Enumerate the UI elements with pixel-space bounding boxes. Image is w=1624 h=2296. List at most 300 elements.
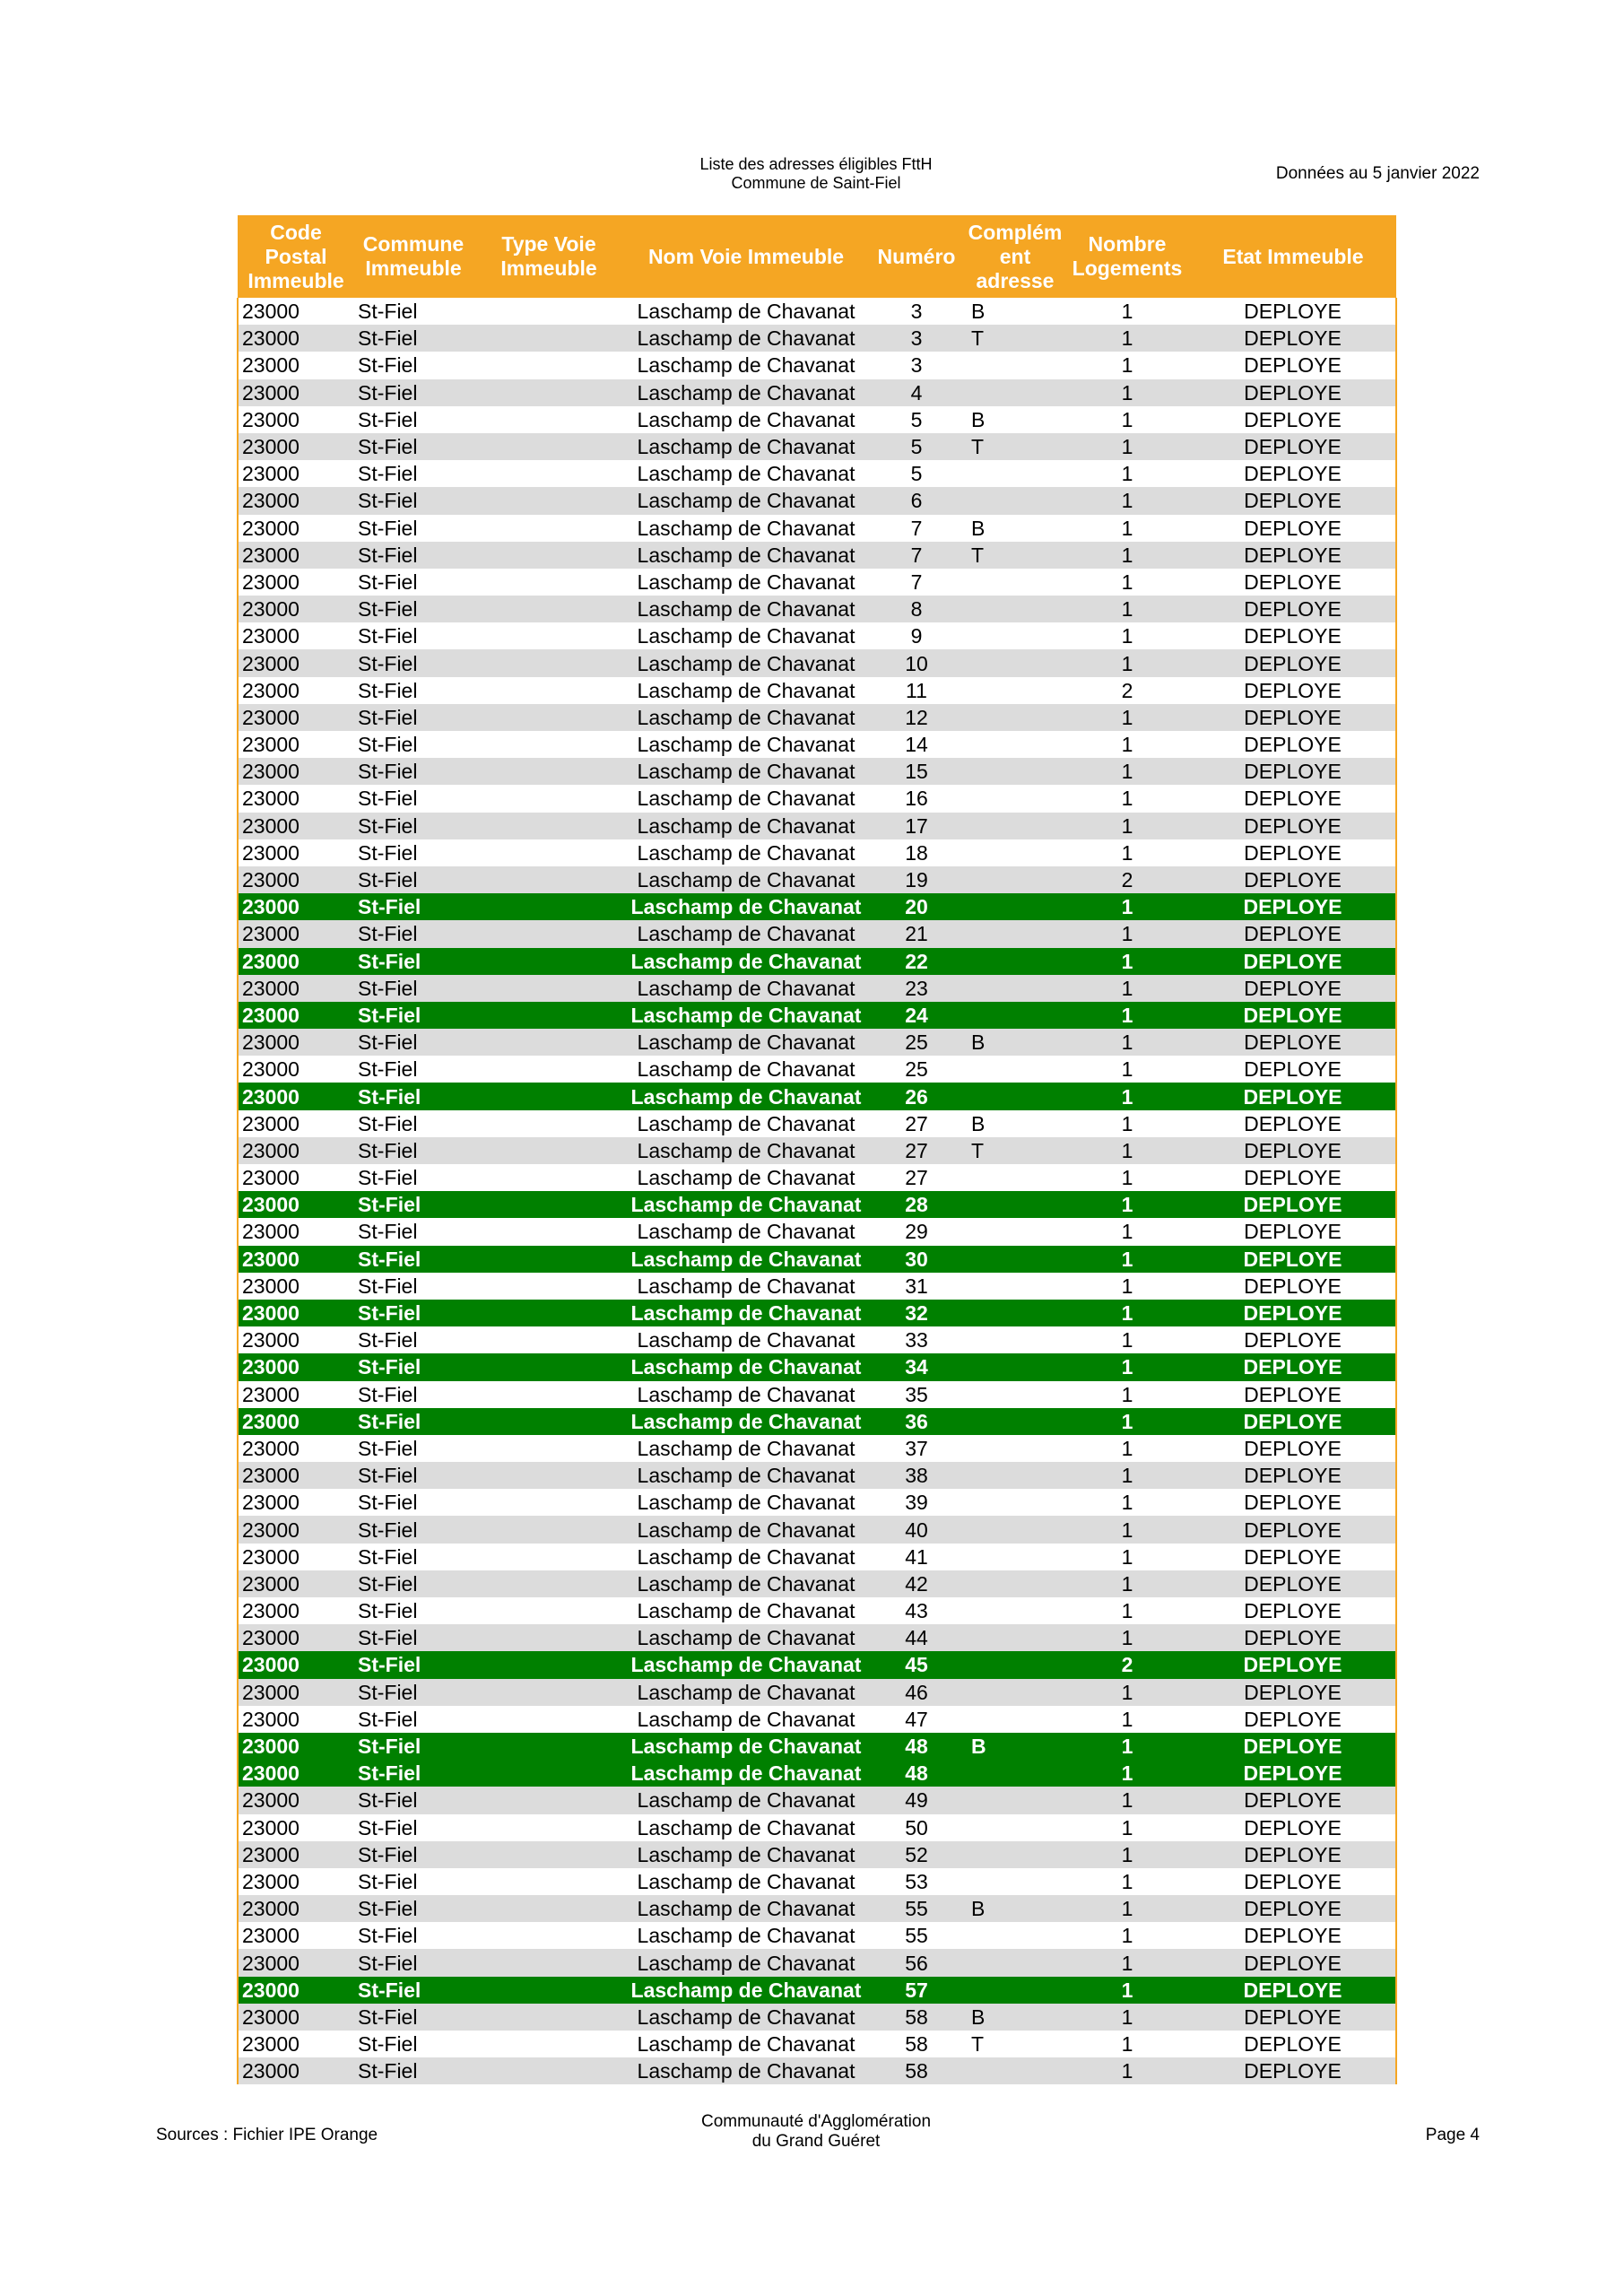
cell-nombre-logements: 2 [1064, 866, 1190, 893]
table-row [238, 1056, 1396, 1083]
cell-numero: 7 [910, 570, 923, 594]
cell-etat: DEPLOYE [1190, 487, 1396, 514]
cell-etat: DEPLOYE [1190, 2057, 1396, 2084]
cell-code-postal: 23000 [238, 1435, 354, 1462]
cell-numero: 24 [867, 1002, 966, 1029]
cell-nom-voie: Laschamp de Chavanat [625, 813, 867, 839]
cell-code-postal: 23000 [238, 460, 354, 487]
cell-nom-voie: Laschamp de Chavanat [637, 407, 855, 431]
cell-etat: DEPLOYE [1190, 1002, 1396, 1029]
cell-code-postal: 23000 [238, 2057, 354, 2084]
cell-type-voie [473, 1570, 625, 1597]
cell-type-voie [473, 1029, 625, 1056]
cell-complement [966, 758, 1064, 785]
cell-numero: 39 [905, 1491, 928, 1515]
cell-etat: DEPLOYE [1190, 2004, 1396, 2031]
cell-type-voie [473, 813, 625, 839]
cell-commune: St-Fiel [354, 1462, 473, 1489]
cell-type-voie [473, 920, 625, 947]
cell-nom-voie: Laschamp de Chavanat [625, 948, 867, 975]
cell-complement: B [966, 1733, 1064, 1760]
cell-commune: St-Fiel [354, 1760, 473, 1787]
cell-code-postal: 23000 [238, 758, 354, 785]
table-row [238, 893, 1396, 920]
cell-etat: DEPLOYE [1190, 1895, 1396, 1922]
cell-numero: 47 [905, 1707, 928, 1731]
cell-complement [966, 1326, 1064, 1353]
cell-complement [966, 1651, 1064, 1678]
cell-numero: 3 [867, 325, 966, 352]
cell-type-voie [473, 460, 625, 487]
table-row [238, 1462, 1396, 1489]
cell-nom-voie: Laschamp de Chavanat [625, 542, 867, 569]
cell-code-postal: 23000 [238, 298, 354, 325]
cell-complement [966, 975, 1064, 1002]
cell-nom-voie: Laschamp de Chavanat [637, 624, 855, 648]
cell-nom-voie: Laschamp de Chavanat [625, 1949, 867, 1976]
cell-commune: St-Fiel [354, 487, 473, 514]
cell-nombre-logements: 1 [1064, 920, 1190, 947]
cell-etat: DEPLOYE [1190, 569, 1396, 596]
cell-commune: St-Fiel [358, 1328, 418, 1352]
cell-nom-voie: Laschamp de Chavanat [625, 1516, 867, 1543]
table-row [238, 298, 1396, 325]
cell-code-postal: 23000 [238, 352, 354, 378]
cell-commune: St-Fiel [354, 1977, 473, 2004]
cell-type-voie [473, 1814, 625, 1841]
table-row [238, 1733, 1396, 1760]
table-row [238, 2031, 1396, 2057]
cell-nom-voie: Laschamp de Chavanat [625, 1841, 867, 1868]
cell-numero: 56 [867, 1949, 966, 1976]
cell-complement [966, 1300, 1064, 1326]
cell-nom-voie: Laschamp de Chavanat [637, 2032, 855, 2057]
cell-type-voie [473, 1760, 625, 1787]
cell-commune: St-Fiel [354, 1083, 473, 1109]
addresses-table [237, 215, 1397, 2084]
cell-complement [966, 1246, 1064, 1273]
cell-commune: St-Fiel [354, 704, 473, 731]
cell-code-postal: 23000 [238, 596, 354, 622]
cell-nom-voie: Laschamp de Chavanat [625, 1570, 867, 1597]
cell-etat: DEPLOYE [1190, 1408, 1396, 1435]
cell-complement [966, 1273, 1064, 1300]
cell-nombre-logements: 1 [1121, 1382, 1133, 1406]
table-row [238, 1841, 1396, 1868]
cell-nom-voie: Laschamp de Chavanat [637, 300, 855, 324]
cell-nombre-logements: 1 [1064, 1002, 1190, 1029]
cell-nombre-logements: 2 [1064, 1651, 1190, 1678]
cell-code-postal: 23000 [238, 1624, 354, 1651]
cell-etat: DEPLOYE [1190, 1164, 1396, 1191]
cell-code-postal: 23000 [238, 1733, 354, 1760]
cell-etat: DEPLOYE [1190, 379, 1396, 406]
cell-etat: DEPLOYE [1190, 920, 1396, 947]
cell-etat: DEPLOYE [1190, 1191, 1396, 1218]
cell-etat: DEPLOYE [1190, 325, 1396, 352]
cell-complement [966, 1706, 1064, 1733]
cell-numero: 44 [867, 1624, 966, 1651]
cell-nom-voie: Laschamp de Chavanat [625, 758, 867, 785]
cell-nom-voie: Laschamp de Chavanat [637, 1057, 855, 1082]
col-header-commune: Commune Immeuble [354, 215, 473, 298]
cell-code-postal: 23000 [238, 1246, 354, 1273]
table-row [238, 1353, 1396, 1380]
cell-nombre-logements: 1 [1064, 1977, 1190, 2004]
table-row [238, 460, 1396, 487]
cell-nombre-logements: 1 [1064, 1679, 1190, 1706]
cell-code-postal: 23000 [238, 1056, 354, 1083]
cell-etat: DEPLOYE [1190, 515, 1396, 542]
cell-numero: 10 [867, 649, 966, 676]
table-row [238, 515, 1396, 542]
cell-numero: 48 [867, 1760, 966, 1787]
table-row [238, 1895, 1396, 1922]
footer-organization-line2: du Grand Guéret [751, 2132, 881, 2151]
cell-commune: St-Fiel [354, 1679, 473, 1706]
cell-nombre-logements: 1 [1064, 596, 1190, 622]
table-row [238, 1760, 1396, 1787]
cell-numero: 35 [905, 1382, 928, 1406]
cell-commune: St-Fiel [358, 1436, 418, 1460]
cell-code-postal: 23000 [238, 1787, 354, 1813]
cell-type-voie [473, 1110, 625, 1137]
table-row [238, 1273, 1396, 1300]
cell-type-voie [473, 1733, 625, 1760]
cell-nom-voie: Laschamp de Chavanat [625, 1977, 867, 2004]
cell-type-voie [473, 893, 625, 920]
cell-type-voie [473, 1137, 625, 1164]
cell-numero: 38 [867, 1462, 966, 1489]
cell-nom-voie: Laschamp de Chavanat [625, 1787, 867, 1813]
cell-commune: St-Fiel [358, 1707, 418, 1731]
table-row [238, 1516, 1396, 1543]
footer-page-number: Page 4 [1425, 2126, 1480, 2144]
cell-nom-voie: Laschamp de Chavanat [637, 1815, 855, 1839]
cell-complement [966, 1056, 1064, 1083]
cell-type-voie [473, 1083, 625, 1109]
cell-numero: 18 [905, 840, 928, 865]
cell-nom-voie: Laschamp de Chavanat [625, 433, 867, 460]
cell-type-voie [473, 1679, 625, 1706]
cell-complement [966, 1787, 1064, 1813]
cell-code-postal: 23000 [238, 1110, 354, 1137]
document-title [628, 155, 1004, 193]
cell-code-postal: 23000 [238, 813, 354, 839]
cell-numero: 25 [905, 1057, 928, 1082]
cell-nom-voie: Laschamp de Chavanat [625, 1300, 867, 1326]
cell-etat: DEPLOYE [1190, 704, 1396, 731]
footer-organization [628, 2112, 1004, 2152]
cell-etat: DEPLOYE [1190, 1083, 1396, 1109]
cell-commune: St-Fiel [358, 570, 418, 594]
cell-complement [966, 622, 1064, 649]
cell-complement [966, 1083, 1064, 1109]
cell-nombre-logements: 1 [1064, 1191, 1190, 1218]
cell-commune: St-Fiel [354, 813, 473, 839]
cell-complement [966, 1516, 1064, 1543]
cell-nom-voie: Laschamp de Chavanat [625, 704, 867, 731]
cell-complement [966, 1570, 1064, 1597]
table-row [238, 1246, 1396, 1273]
cell-numero: 55 [905, 1924, 928, 1948]
cell-code-postal: 23000 [238, 731, 354, 758]
cell-numero: 15 [867, 758, 966, 785]
cell-etat: DEPLOYE [1190, 758, 1396, 785]
table-row [238, 1651, 1396, 1678]
cell-numero: 21 [867, 920, 966, 947]
cell-commune: St-Fiel [358, 1815, 418, 1839]
cell-nom-voie: Laschamp de Chavanat [637, 1924, 855, 1948]
cell-commune: St-Fiel [358, 733, 418, 757]
table-row [238, 785, 1396, 812]
cell-commune: St-Fiel [358, 678, 418, 702]
cell-complement [966, 1462, 1064, 1489]
col-header-type-voie: Type Voie Immeuble [473, 215, 625, 298]
cell-commune: St-Fiel [358, 1274, 418, 1298]
cell-code-postal: 23000 [238, 1191, 354, 1218]
cell-etat: DEPLOYE [1190, 1516, 1396, 1543]
cell-type-voie [473, 1218, 625, 1245]
cell-code-postal: 23000 [238, 1489, 354, 1516]
cell-nombre-logements: 1 [1064, 2057, 1190, 2084]
cell-type-voie [473, 2004, 625, 2031]
table-row [238, 1787, 1396, 1813]
cell-etat: DEPLOYE [1190, 1110, 1396, 1137]
cell-code-postal: 23000 [238, 1679, 354, 1706]
cell-code-postal: 23000 [238, 1706, 354, 1733]
cell-nombre-logements: 1 [1121, 353, 1133, 378]
cell-nom-voie: Laschamp de Chavanat [625, 1679, 867, 1706]
cell-code-postal: 23000 [238, 1570, 354, 1597]
cell-type-voie [473, 1624, 625, 1651]
table-row [238, 1597, 1396, 1624]
cell-nom-voie: Laschamp de Chavanat [625, 487, 867, 514]
cell-type-voie [473, 1489, 625, 1516]
col-header-etat: Etat Immeuble [1190, 215, 1396, 298]
cell-commune: St-Fiel [354, 1787, 473, 1813]
cell-code-postal: 23000 [238, 1544, 354, 1570]
col-header-complement: Complém ent adresse [966, 215, 1064, 298]
cell-commune: St-Fiel [354, 1895, 473, 1922]
cell-complement [966, 1544, 1064, 1570]
cell-commune: St-Fiel [354, 2057, 473, 2084]
cell-complement: B [971, 516, 986, 540]
data-date: Données au 5 janvier 2022 [1275, 164, 1480, 183]
cell-numero: 28 [867, 1191, 966, 1218]
cell-type-voie [473, 1841, 625, 1868]
cell-nombre-logements: 1 [1064, 1353, 1190, 1380]
cell-nombre-logements: 1 [1064, 1895, 1190, 1922]
cell-nombre-logements: 1 [1064, 1246, 1190, 1273]
cell-complement: B [966, 1029, 1064, 1056]
cell-nombre-logements: 1 [1064, 379, 1190, 406]
cell-nombre-logements: 1 [1121, 1057, 1133, 1082]
cell-complement [966, 893, 1064, 920]
cell-complement: T [966, 325, 1064, 352]
cell-complement [966, 460, 1064, 487]
cell-code-postal: 23000 [238, 920, 354, 947]
cell-complement [966, 1841, 1064, 1868]
cell-etat: DEPLOYE [1190, 1624, 1396, 1651]
cell-nombre-logements: 1 [1064, 704, 1190, 731]
cell-commune: St-Fiel [358, 462, 418, 486]
cell-complement [966, 785, 1064, 812]
cell-nom-voie: Laschamp de Chavanat [625, 325, 867, 352]
cell-code-postal: 23000 [238, 975, 354, 1002]
cell-nombre-logements: 1 [1121, 1869, 1133, 1893]
table-row [238, 569, 1396, 596]
cell-nom-voie: Laschamp de Chavanat [625, 2057, 867, 2084]
cell-commune: St-Fiel [354, 1949, 473, 1976]
cell-nombre-logements: 1 [1064, 758, 1190, 785]
cell-nombre-logements: 1 [1121, 624, 1133, 648]
cell-etat: DEPLOYE [1190, 1922, 1396, 1949]
table-row [238, 731, 1396, 758]
cell-commune: St-Fiel [354, 1624, 473, 1651]
cell-nombre-logements: 1 [1064, 1029, 1190, 1056]
cell-etat: DEPLOYE [1190, 948, 1396, 975]
cell-numero: 42 [867, 1570, 966, 1597]
table-row [238, 1002, 1396, 1029]
cell-commune: St-Fiel [354, 1841, 473, 1868]
cell-type-voie [473, 948, 625, 975]
cell-commune: St-Fiel [354, 975, 473, 1002]
cell-commune: St-Fiel [354, 596, 473, 622]
cell-complement [966, 948, 1064, 975]
cell-code-postal: 23000 [238, 1868, 354, 1895]
table-row [238, 433, 1396, 460]
cell-code-postal: 23000 [238, 1895, 354, 1922]
table-body [238, 298, 1396, 2084]
cell-commune: St-Fiel [358, 1599, 418, 1623]
cell-nombre-logements: 1 [1121, 407, 1133, 431]
cell-type-voie [473, 1056, 625, 1083]
cell-commune: St-Fiel [358, 300, 418, 324]
cell-commune: St-Fiel [354, 1408, 473, 1435]
cell-type-voie [473, 1706, 625, 1733]
cell-nom-voie: Laschamp de Chavanat [637, 570, 855, 594]
cell-nom-voie: Laschamp de Chavanat [625, 1895, 867, 1922]
cell-etat: DEPLOYE [1190, 1597, 1396, 1624]
cell-complement [966, 813, 1064, 839]
cell-type-voie [473, 649, 625, 676]
cell-complement [966, 649, 1064, 676]
cell-nom-voie: Laschamp de Chavanat [625, 920, 867, 947]
cell-type-voie [473, 1326, 625, 1353]
cell-complement [966, 1002, 1064, 1029]
cell-numero: 37 [905, 1436, 928, 1460]
cell-code-postal: 23000 [238, 677, 354, 704]
cell-nombre-logements: 1 [1064, 542, 1190, 569]
cell-code-postal: 23000 [238, 1002, 354, 1029]
cell-code-postal: 23000 [238, 622, 354, 649]
cell-commune: St-Fiel [354, 325, 473, 352]
cell-complement [966, 677, 1064, 704]
table-row [238, 1110, 1396, 1137]
cell-complement [966, 1408, 1064, 1435]
cell-code-postal: 23000 [238, 2031, 354, 2057]
cell-type-voie [473, 569, 625, 596]
cell-nom-voie: Laschamp de Chavanat [637, 1328, 855, 1352]
cell-code-postal: 23000 [238, 785, 354, 812]
cell-nombre-logements: 1 [1121, 733, 1133, 757]
cell-nom-voie: Laschamp de Chavanat [637, 1382, 855, 1406]
cell-numero: 58 [867, 2057, 966, 2084]
cell-code-postal: 23000 [238, 1841, 354, 1868]
cell-nombre-logements: 1 [1121, 516, 1133, 540]
cell-numero: 58 [905, 2032, 928, 2057]
cell-complement [966, 379, 1064, 406]
cell-type-voie [473, 325, 625, 352]
cell-nombre-logements: 1 [1121, 1544, 1133, 1569]
cell-code-postal: 23000 [238, 1353, 354, 1380]
cell-numero: 32 [867, 1300, 966, 1326]
table-row [238, 948, 1396, 975]
cell-type-voie [473, 1977, 625, 2004]
table-row [238, 704, 1396, 731]
table-row [238, 406, 1396, 433]
cell-code-postal: 23000 [238, 1164, 354, 1191]
cell-code-postal: 23000 [238, 1273, 354, 1300]
cell-type-voie [473, 1597, 625, 1624]
cell-commune: St-Fiel [358, 787, 418, 811]
cell-etat: DEPLOYE [1190, 1029, 1396, 1056]
cell-numero: 41 [905, 1544, 928, 1569]
table-row [238, 1868, 1396, 1895]
table-row [238, 2004, 1396, 2031]
cell-nom-voie: Laschamp de Chavanat [637, 678, 855, 702]
cell-etat: DEPLOYE [1190, 2031, 1396, 2057]
cell-type-voie [473, 298, 625, 325]
cell-numero: 29 [905, 1220, 928, 1244]
cell-etat: DEPLOYE [1190, 677, 1396, 704]
cell-commune: St-Fiel [354, 542, 473, 569]
cell-code-postal: 23000 [238, 704, 354, 731]
cell-commune: St-Fiel [358, 407, 418, 431]
cell-complement [966, 1597, 1064, 1624]
cell-nombre-logements: 1 [1121, 570, 1133, 594]
cell-nombre-logements: 1 [1064, 975, 1190, 1002]
cell-numero: 50 [905, 1815, 928, 1839]
cell-nombre-logements: 1 [1121, 2032, 1133, 2057]
table-row [238, 920, 1396, 947]
cell-numero: 36 [867, 1408, 966, 1435]
cell-complement [966, 731, 1064, 758]
cell-commune: St-Fiel [354, 1651, 473, 1678]
cell-commune: St-Fiel [354, 920, 473, 947]
cell-nombre-logements: 1 [1064, 948, 1190, 975]
cell-type-voie [473, 1651, 625, 1678]
cell-type-voie [473, 1381, 625, 1408]
cell-complement [966, 1381, 1064, 1408]
cell-nombre-logements: 1 [1064, 1408, 1190, 1435]
cell-numero: 49 [867, 1787, 966, 1813]
table-row [238, 677, 1396, 704]
cell-etat: DEPLOYE [1190, 406, 1396, 433]
cell-numero: 7 [867, 542, 966, 569]
cell-nombre-logements: 1 [1064, 649, 1190, 676]
cell-numero: 31 [905, 1274, 928, 1298]
cell-commune: St-Fiel [358, 353, 418, 378]
cell-etat: DEPLOYE [1190, 542, 1396, 569]
cell-commune: St-Fiel [354, 1570, 473, 1597]
cell-complement [966, 1977, 1064, 2004]
cell-commune: St-Fiel [358, 2032, 418, 2057]
cell-complement: T [966, 542, 1064, 569]
cell-nombre-logements: 1 [1121, 1274, 1133, 1298]
col-header-nom-voie: Nom Voie Immeuble [625, 215, 867, 298]
